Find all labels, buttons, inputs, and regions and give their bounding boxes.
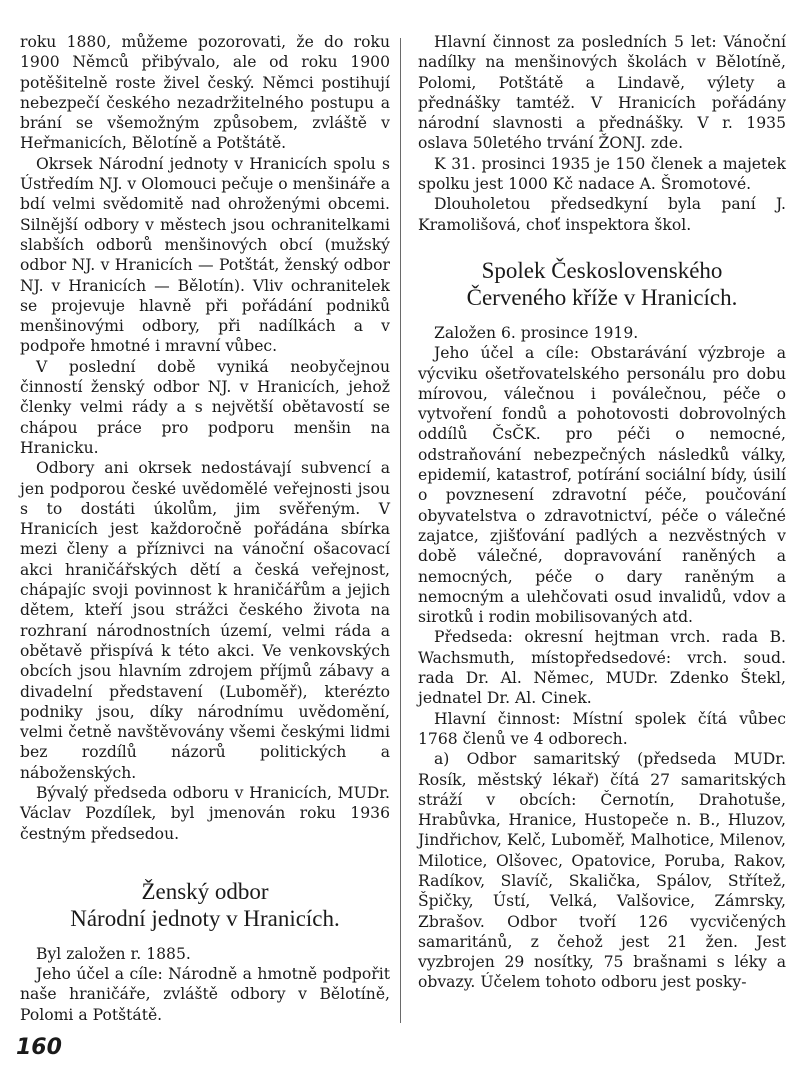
paragraph: Hlavní činnost: Místní spolek čítá vůbec 1768 členů ve 4 odborech. bbox=[418, 709, 786, 748]
section-title bbox=[418, 257, 786, 311]
section-title bbox=[20, 878, 390, 932]
paragraph: Předseda: okresní hejtman vrch. rada B. Wachsmuth, místopředsedové: vrch. soud. rada Dr. Al. Němec, MUDr. Zdenko Štekl, jednatel Dr. Al. Cinek. bbox=[418, 628, 786, 708]
page-number: 160 bbox=[16, 1035, 62, 1060]
paragraph: Okrsek Národní jednoty v Hranicích spolu s Ústředím NJ. v Olomouci pečuje o menšináře a bdí velmi svědomitě nad ohroženými obcemi. Silnější odbory v městech jsou ochranitelkami slabších odborů menšinových obcí (mužský odbor NJ. v Hranicích — Potštát, ženský odbor NJ. v Hranicích — Bělotín). Vliv ochranitelek se projevuje hlavně při pořádání podniků menšinovými odbory, při nadílkách a v podpoře hmotné i mravní vůbec. bbox=[20, 154, 390, 356]
paragraph: Odbory ani okrsek nedostávají subvencí a jen podporou české uvědomělé veřejnosti jsou s to dostáti úkolům, jim svěřeným. V Hranicích jest každoročně pořádána sbírka mezi členy a příznivci na vánoční ošacovací akci hraničářských dětí a česká veřejnost, chápajíc svoji povinnost k hraničářům a jejich dětem, kteří jsou strážci českého života na rozhraní národnostních území, velmi ráda a obětavě přispívá k této akci. Ve venkovských obcích jsou hlavním zdrojem příjmů zábavy a divadelní představení (Luboměř), kterézto podniky jsou, díky národnímu uvědomění, velmi četně navštěvovány všemi českými lidmi bez rozdílů názorů politických a náboženských. bbox=[20, 459, 390, 782]
section-title-line: Červeného kříže v Hranicích. bbox=[466, 284, 738, 310]
paragraph: Jeho účel a cíle: Obstarávání výzbroje a výcviku ošetřovatelského personálu pro dobu mírovou, válečnou i poválečnou, péče o vytvoření fondů a pohotovosti dobrovolných oddílů ČsČK. pro péči o nemocné, odstraňování nebezpečných následků války, epidemií, katastrof, potírání sociální bídy, úsilí o povznesení zdravotní péče, poučování obyvatelstva o zdravotnictví, péče o válečné zajatce, zjišťování padlých a nezvěstných v době válečné, dopravování raněných a nemocných, péče o dary raněným a nemocným a ulehčovati osud invalidů, vdov a sirotků i rodin mobilisovaných atd. bbox=[418, 344, 786, 627]
paragraph: K 31. prosinci 1935 je 150 členek a majetek spolku jest 1000 Kč nadace A. Šromotové. bbox=[418, 154, 786, 194]
section-title-line: Ženský odbor bbox=[141, 878, 269, 904]
section-title-line: Spolek Československého bbox=[481, 257, 723, 283]
right-column bbox=[418, 32, 786, 993]
section-title-line: Národní jednoty v Hranicích. bbox=[70, 905, 340, 931]
paragraph: Byl založen r. 1885. bbox=[36, 944, 191, 963]
paragraph: Hlavní činnost za posledních 5 let: Vánoční nadílky na menšinových školách v Bělotíně, Polomi, Potštátě a Lindavě, výlety a přednášky tamtéž. V Hranicích pořádány národní slavnosti a přednášky. V r. 1935 oslava 50letého trvání ŽONJ. zde. bbox=[418, 33, 786, 153]
paragraph: Jeho účel a cíle: Národně a hmotně podpořit naše hraničáře, zvláště odbory v Bělotíně, Polomi a Potštátě. bbox=[20, 965, 390, 1024]
paragraph: Bývalý předseda odboru v Hranicích, MUDr. Václav Pozdílek, byl jmenován roku 1936 čestným předsedou. bbox=[20, 783, 390, 843]
paragraph: a) Odbor samaritský (předseda MUDr. Rosík, městský lékař) čítá 27 samaritských stráží v obcích: Černotín, Drahotuše, Hrabůvka, Hranice, Hustopeče n. B., Hluzov, Jindřichov, Kelč, Luboměř, Malhotice, Milenov, Milotice, Olšovec, Opatovice, Poruba, Rakov, Radíkov, Slavíč, Skalička, Spálov, Střítež, Špičky, Ústí, Velká, Valšovice, Zámrsky, Zbrašov. Odbor tvoří 126 vycvičených samaritánů, z čehož jest 21 žen. Jest vyzbrojen 29 nosítky, 75 brašnami s léky a obvazy. Účelem tohoto odboru jest posky- bbox=[418, 750, 786, 992]
paragraph: Dlouholetou předsedkyní byla paní J. Kramolišová, choť inspektora škol. bbox=[418, 195, 786, 234]
left-column bbox=[20, 32, 390, 1025]
paragraph: Založen 6. prosince 1919. bbox=[434, 323, 639, 342]
column-divider bbox=[400, 38, 401, 1023]
paragraph: V poslední době vyniká neobyčejnou činností ženský odbor NJ. v Hranicích, jehož členky velmi rády a s největší obětavostí se chápou práce pro podporu menšin na Hranicku. bbox=[20, 357, 390, 457]
paragraph: roku 1880, můžeme pozorovati, že do roku 1900 Němců přibývalo, ale od roku 1900 potěšitelně roste živel český. Němci postihují nebezpečí českého nezadržitelného postupu a brání se všemožným způsobem, zvláště v Heřmanicích, Bělotíně a Potštátě. bbox=[20, 33, 390, 153]
